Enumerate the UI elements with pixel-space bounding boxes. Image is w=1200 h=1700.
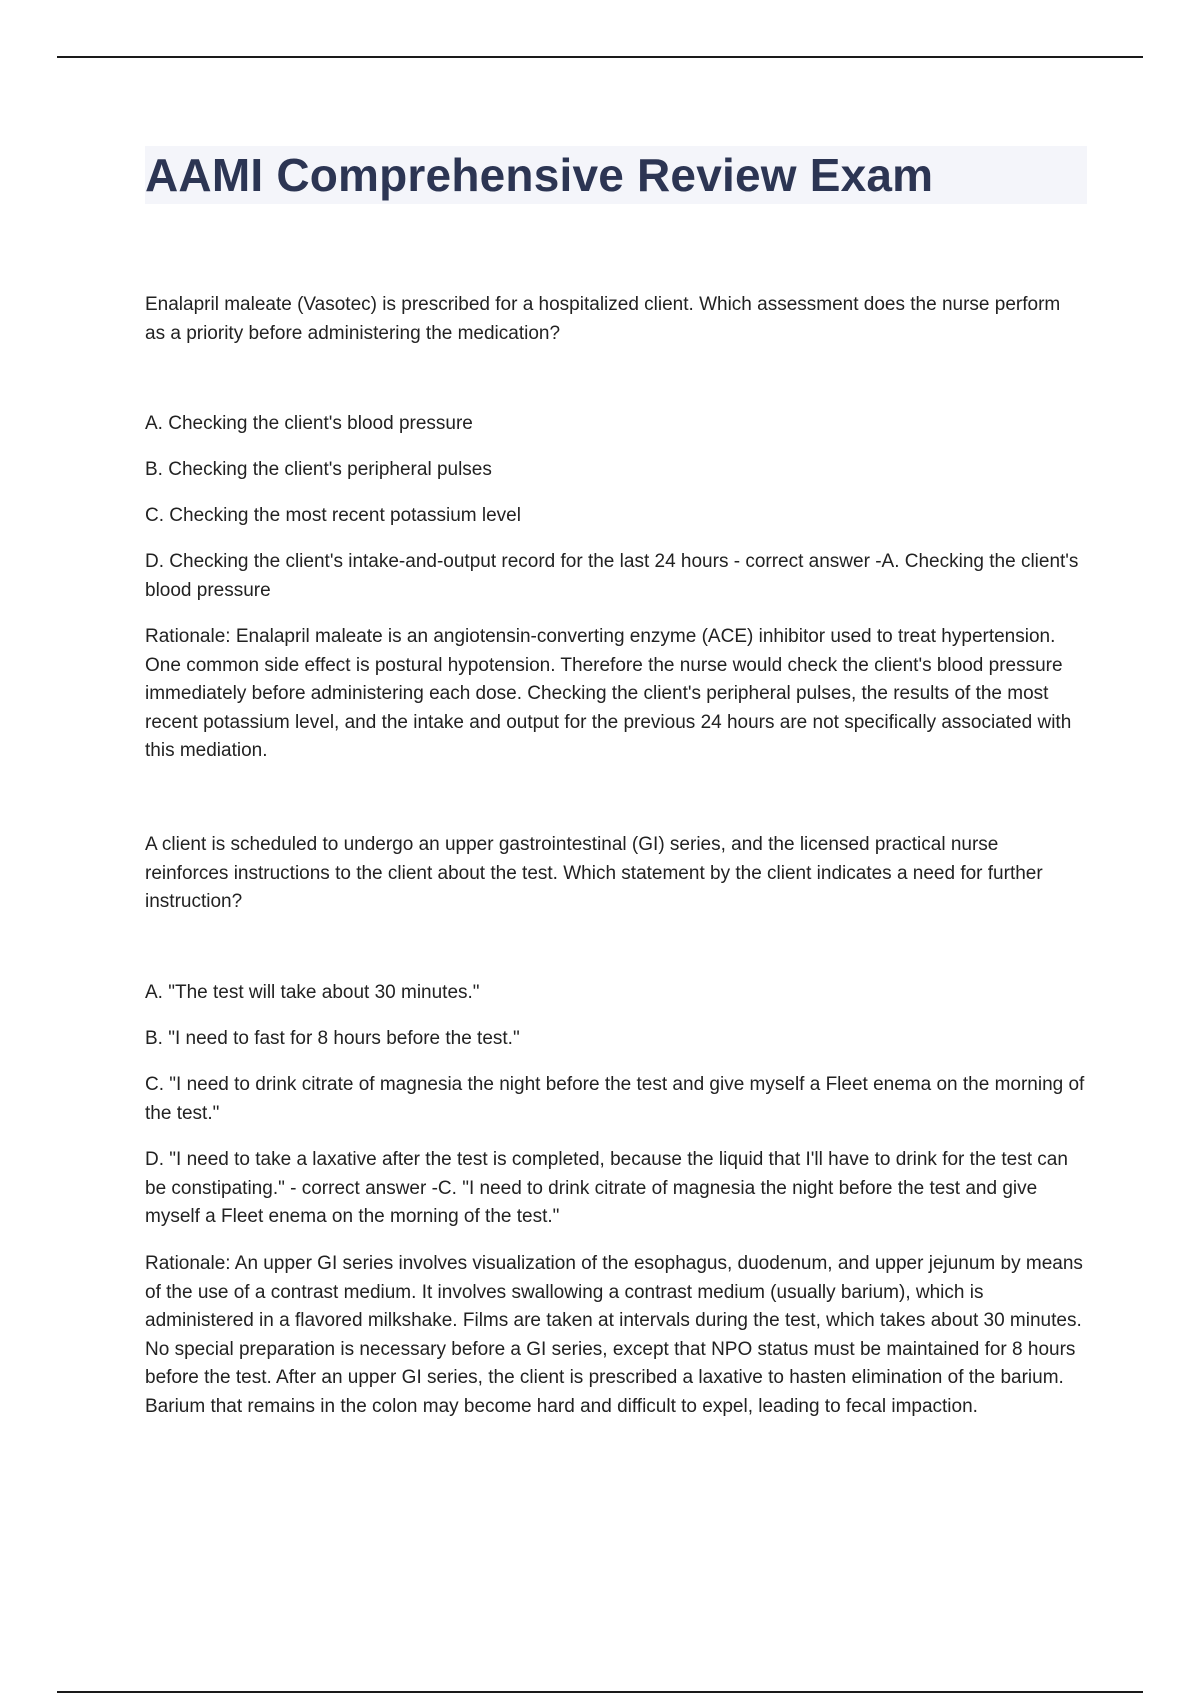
question-1-option-b: B. Checking the client's peripheral pulses — [145, 459, 492, 480]
bottom-rule — [57, 1691, 1143, 1693]
question-2-option-b: B. "I need to fast for 8 hours before the test." — [145, 1028, 520, 1049]
question-1-option-d: D. Checking the client's intake-and-output record for the last 24 hours - correct answer -A. Checking the client's blood pressure — [145, 551, 1079, 601]
document-title: AAMI Comprehensive Review Exam — [145, 149, 934, 201]
question-2-option-a: A. "The test will take about 30 minutes." — [145, 982, 480, 1003]
top-rule — [57, 56, 1143, 58]
question-1-option-a: A. Checking the client's blood pressure — [145, 413, 473, 434]
question-1-stem: Enalapril maleate (Vasotec) is prescribed for a hospitalized client. Which assessment does the nurse perform as a priority before administering the medication? — [145, 294, 1061, 344]
question-2-rationale: Rationale: An upper GI series involves visualization of the esophagus, duodenum, and upper jejunum by means of the use of a contrast medium. It involves swallowing a contrast medium (usually barium), which is administered in a flavored milkshake. Films are taken at intervals during the test, which takes about 30 minutes. No special preparation is necessary before a GI series, except that NPO status must be maintained for 8 hours before the test. After an upper GI series, the client is prescribed a laxative to hasten elimination of the barium. Barium that remains in the colon may become hard and difficult to expel, leading to fecal impaction. — [145, 1253, 1083, 1417]
question-1-option-c: C. Checking the most recent potassium level — [145, 505, 521, 526]
question-2-option-c: C. "I need to drink citrate of magnesia the night before the test and give myself a Fleet enema on the morning of the test." — [145, 1074, 1085, 1124]
question-2-stem: A client is scheduled to undergo an upper gastrointestinal (GI) series, and the licensed practical nurse reinforces instructions to the client about the test. Which statement by the client indicates a need for further instruction? — [145, 834, 1043, 912]
question-2-option-d: D. "I need to take a laxative after the test is completed, because the liquid that I'll have to drink for the test can be constipating." - correct answer -C. "I need to drink citrate of magnesia the night before the test and give myself a Fleet enema on the morning of the test." — [145, 1149, 1068, 1227]
question-1-rationale: Rationale: Enalapril maleate is an angiotensin-converting enzyme (ACE) inhibitor used to treat hypertension. One common side effect is postural hypotension. Therefore the nurse would check the client's blood pressure immediately before administering each dose. Checking the client's peripheral pulses, the results of the most recent potassium level, and the intake and output for the previous 24 hours are not specifically associated with this mediation. — [145, 626, 1072, 761]
